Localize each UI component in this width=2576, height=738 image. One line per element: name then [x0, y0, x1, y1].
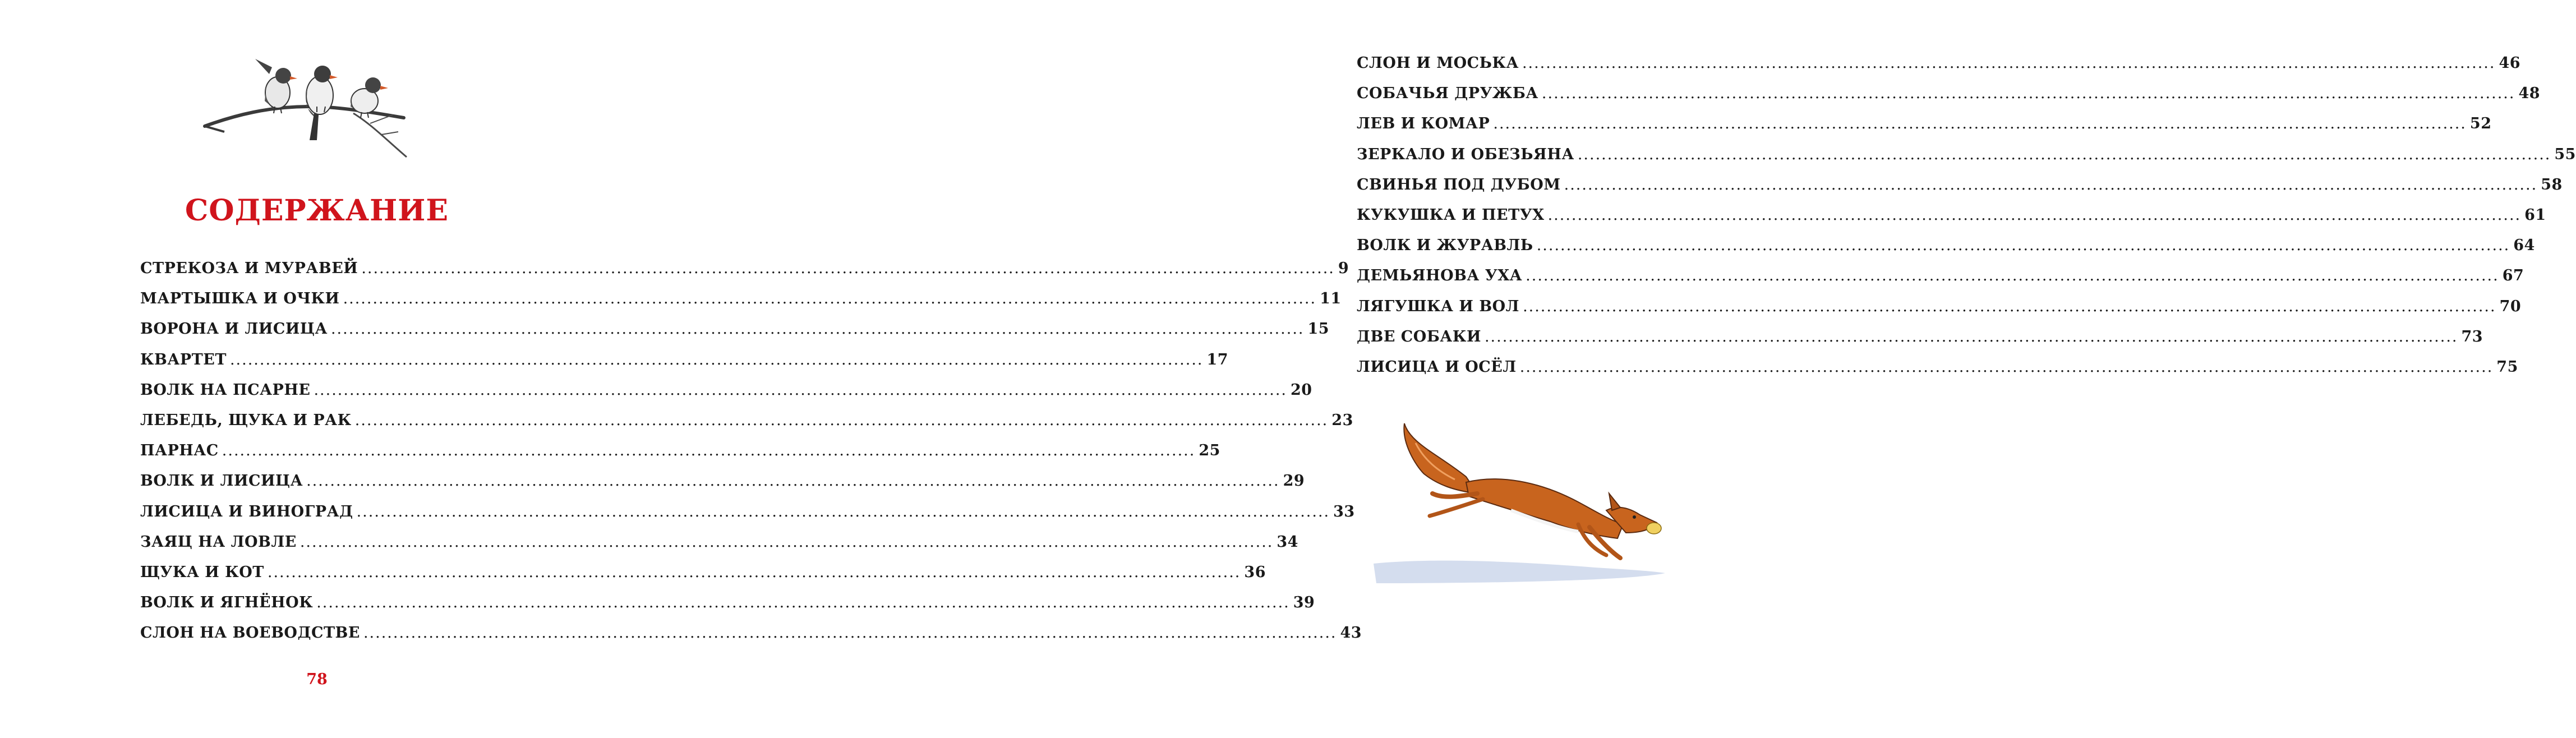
toc-entry-title: ВОРОНА И ЛИСИЦА	[140, 320, 328, 338]
toc-entry-title: КУКУШКА И ПЕТУХ	[1357, 206, 1545, 224]
toc-entry	[1357, 237, 2535, 267]
toc-entry-title: ПАРНАС	[140, 442, 219, 460]
toc-entry	[140, 502, 1355, 533]
toc-list-right	[1357, 54, 2576, 389]
toc-entry	[140, 594, 1315, 624]
toc-entry-page: 55	[2554, 145, 2576, 163]
toc-entry-page: 36	[1244, 563, 1266, 581]
toc-entry	[140, 260, 1349, 290]
toc-entry-page: 58	[2541, 176, 2563, 193]
toc-entry-title: МАРТЫШКА И ОЧКИ	[140, 290, 340, 308]
toc-entry-title: ВОЛК И ЯГНЁНОК	[140, 594, 314, 612]
toc-entry	[1357, 115, 2492, 145]
toc-entry-title: СЛОН НА ВОЕВОДСТВЕ	[140, 624, 360, 642]
toc-list-left	[140, 260, 1362, 654]
toc-entry-title: ЛЕБЕДЬ, ЩУКА И РАК	[140, 411, 352, 429]
toc-entry-title: ЛИСИЦА И ОСЁЛ	[1357, 358, 1517, 376]
toc-entry-title: ВОЛК НА ПСАРНЕ	[140, 381, 311, 399]
toc-entry-page: 73	[2461, 328, 2483, 345]
toc-entry	[140, 290, 1342, 320]
toc-entry	[140, 624, 1362, 654]
toc-dot-leader	[1485, 328, 2458, 345]
toc-entry-page: 23	[1331, 411, 1353, 429]
toc-entry-title: ВОЛК И ЖУРАВЛЬ	[1357, 237, 1533, 255]
toc-entry	[1357, 206, 2546, 237]
birds-on-branch-illustration	[202, 62, 426, 163]
toc-entry	[1357, 328, 2483, 358]
toc-entry	[140, 472, 1305, 502]
toc-entry-page: 17	[1206, 350, 1229, 368]
contents-heading: СОДЕРЖАНИЕ	[185, 193, 449, 228]
toc-entry	[140, 533, 1298, 564]
toc-entry	[1357, 145, 2576, 176]
toc-entry-page: 20	[1291, 381, 1312, 399]
toc-dot-leader	[1520, 358, 2494, 376]
toc-dot-leader	[1578, 146, 2551, 163]
toc-entry	[140, 350, 1229, 381]
toc-entry-title: СОБАЧЬЯ ДРУЖБА	[1357, 85, 1538, 103]
toc-dot-leader	[1548, 206, 2522, 224]
toc-entry	[1357, 358, 2518, 389]
toc-entry-page: 61	[2524, 206, 2546, 224]
toc-entry	[140, 563, 1266, 594]
toc-entry-title: СТРЕКОЗА И МУРАВЕЙ	[140, 260, 358, 277]
toc-entry-title: ЗЕРКАЛО И ОБЕЗЬЯНА	[1357, 145, 1574, 163]
toc-entry	[1357, 85, 2541, 115]
toc-dot-leader	[1523, 298, 2496, 315]
toc-entry-page: 70	[2499, 297, 2522, 315]
toc-entry	[1357, 297, 2522, 328]
toc-entry-title: ЩУКА И КОТ	[140, 563, 264, 581]
toc-dot-leader	[1537, 237, 2510, 254]
toc-entry-page: 29	[1283, 472, 1305, 490]
toc-entry-page: 43	[1340, 624, 1362, 642]
toc-entry	[140, 381, 1312, 412]
toc-entry	[1357, 176, 2563, 206]
toc-entry-page: 46	[2499, 54, 2521, 72]
toc-entry	[140, 320, 1330, 350]
toc-entry-page: 34	[1277, 533, 1298, 551]
toc-entry	[140, 442, 1220, 472]
toc-entry-page: 11	[1320, 290, 1342, 308]
toc-entry-title: СВИНЬЯ ПОД ДУБОМ	[1357, 176, 1561, 193]
toc-entry-page: 25	[1199, 442, 1220, 460]
toc-entry-title: ДЕМЬЯНОВА УХА	[1357, 267, 1523, 285]
toc-entry-title: ЛЯГУШКА И ВОЛ	[1357, 297, 1520, 315]
toc-entry-page: 52	[2469, 115, 2492, 133]
toc-dot-leader	[1493, 115, 2467, 132]
toc-entry-title: КВАРТЕТ	[140, 350, 227, 368]
toc-entry-title: ВОЛК И ЛИСИЦА	[140, 472, 303, 490]
toc-entry-title: ДВЕ СОБАКИ	[1357, 328, 1481, 345]
toc-entry-title: ЛЕВ И КОМАР	[1357, 115, 1490, 133]
toc-entry-page: 67	[2502, 267, 2524, 285]
toc-entry-page: 39	[1293, 594, 1315, 612]
toc-entry	[1357, 267, 2524, 297]
toc-dot-leader	[1526, 267, 2499, 284]
toc-entry-page: 64	[2513, 237, 2535, 255]
toc-entry-title: ЛИСИЦА И ВИНОГРАД	[140, 502, 353, 520]
toc-entry-page: 15	[1307, 320, 1330, 338]
toc-entry	[140, 411, 1353, 442]
toc-dot-leader	[1522, 54, 2496, 72]
toc-entry	[1357, 54, 2521, 85]
toc-entry-title: ЗАЯЦ НА ЛОВЛЕ	[140, 533, 297, 551]
running-fox-illustration	[1371, 421, 1674, 594]
toc-entry-title: СЛОН И МОСЬКА	[1357, 54, 1519, 72]
toc-entry-page: 48	[2518, 85, 2541, 103]
page-number: 78	[306, 671, 328, 688]
toc-dot-leader	[1542, 85, 2515, 102]
toc-entry-page: 9	[1338, 260, 1349, 277]
toc-dot-leader	[1564, 176, 2538, 193]
toc-entry-page: 75	[2496, 358, 2518, 376]
toc-entry-page: 33	[1333, 502, 1355, 520]
